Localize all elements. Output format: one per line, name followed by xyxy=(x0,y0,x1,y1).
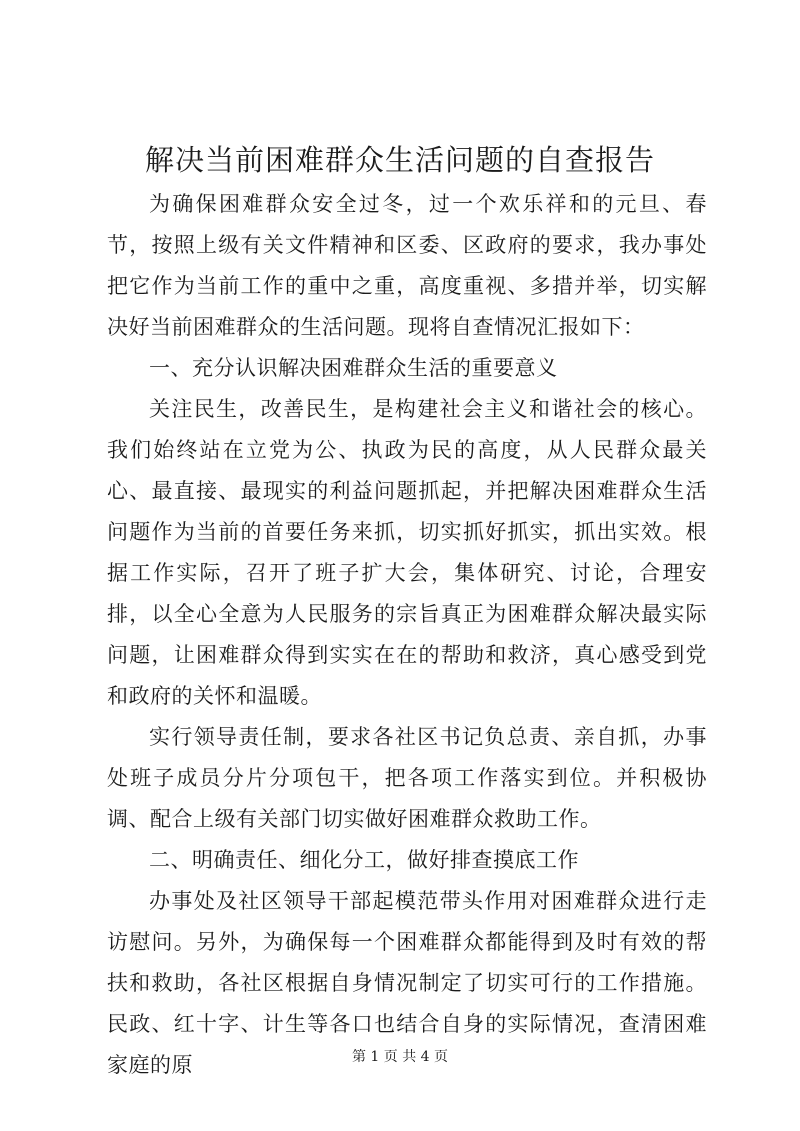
paragraph-visits: 办事处及社区领导干部起模范带头作用对困难群众进行走访慰问。另外，为确保每一个困难群众都能得到及时有效的帮扶和救助，各社区根据自身情况制定了切实可行的工作措施。民政、红十字、计生等各口也结合自身的实际情况，查清困难家庭的原 xyxy=(107,889,707,1077)
page-footer: 第 1 页 共 4 页 xyxy=(351,1049,449,1065)
document-title: 解决当前困难群众生活问题的自查报告 xyxy=(144,143,655,177)
intro-paragraph: 为确保困难群众安全过冬，过一个欢乐祥和的元旦、春节，按照上级有关文件精神和区委、区政府的要求，我办事处把它作为当前工作的重中之重，高度重视、多措并举，切实解决好当前困难群众的生活问题。现将自查情况汇报如下： xyxy=(107,192,707,339)
section-heading-1: 一、充分认识解决困难群众生活的重要意义 xyxy=(149,356,558,380)
paragraph-livelihood: 关注民生，改善民生，是构建社会主义和谐社会的核心。我们始终站在立党为公、执政为民的高度，从人民群众最关心、最直接、最现实的利益问题抓起，并把解决困难群众生活问题作为当前的首要任务来抓，切实抓好抓实，抓出实效。根据工作实际，召开了班子扩大会，集体研究、讨论，合理安排，以全心全意为人民服务的宗旨真正为困难群众解决最实际问题，让困难群众得到实实在在的帮助和救济，真心感受到党和政府的关怀和温暖。 xyxy=(107,397,707,708)
document-body xyxy=(107,184,707,1086)
section-heading-2: 二、明确责任、细化分工，做好排查摸底工作 xyxy=(149,848,579,872)
paragraph-leadership: 实行领导责任制，要求各社区书记负总责、亲自抓，办事处班子成员分片分项包干，把各项工作落实到位。并积极协调、配合上级有关部门切实做好困难群众救助工作。 xyxy=(107,725,707,831)
